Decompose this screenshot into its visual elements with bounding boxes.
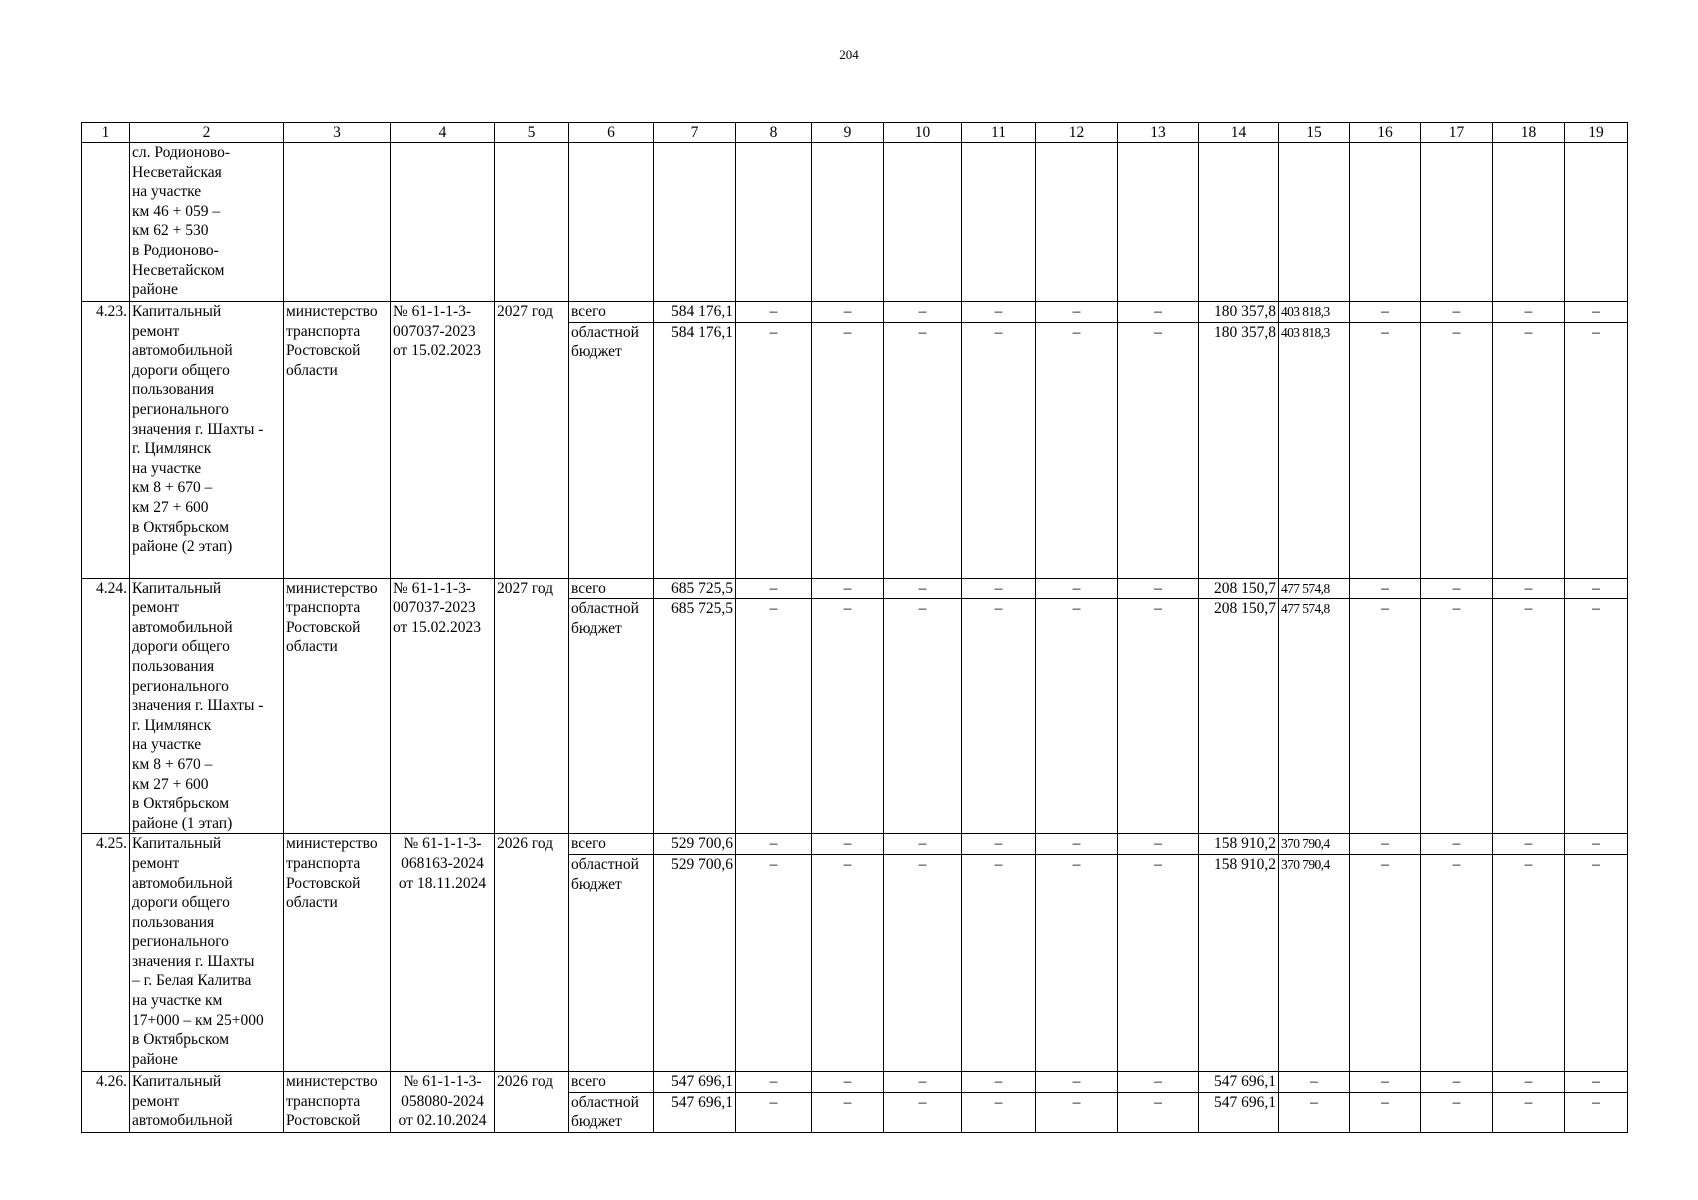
value-cell: – — [1350, 302, 1421, 323]
value-cell: – — [1036, 322, 1118, 578]
value-cell: – — [736, 599, 812, 834]
value-cell: – — [962, 834, 1036, 855]
column-header: 13 — [1118, 123, 1199, 143]
table-cell — [1565, 143, 1628, 302]
row-number: 4.25. — [82, 834, 130, 1072]
table-cell — [569, 143, 654, 302]
value-cell: – — [1118, 854, 1199, 1071]
funding-source-cell: областной бюджет — [569, 1092, 654, 1132]
table-cell — [962, 143, 1036, 302]
value-cell: – — [884, 322, 962, 578]
column-header: 12 — [1036, 123, 1118, 143]
value-cell: – — [1036, 1071, 1118, 1092]
object-name-cell: Капитальный ремонт автомобильной дороги общего пользования регионального значения г. Шахты – г. Белая Калитва на участке км 17+000 – км 25+000 в Октябрьском районе — [130, 834, 284, 1072]
value-cell: – — [1036, 854, 1118, 1071]
value-cell: 477 574,8 — [1279, 578, 1350, 599]
value-cell: – — [1565, 1071, 1628, 1092]
value-cell: – — [1565, 578, 1628, 599]
value-cell: – — [962, 1071, 1036, 1092]
value-cell: – — [1493, 854, 1565, 1071]
funding-source-cell: областной бюджет — [569, 322, 654, 578]
column-header: 5 — [495, 123, 569, 143]
total-cell: 584 176,1 — [654, 302, 736, 323]
column-header: 10 — [884, 123, 962, 143]
value-cell: – — [1036, 834, 1118, 855]
table-row — [82, 834, 1628, 855]
value-cell: 208 150,7 — [1199, 599, 1279, 834]
value-cell: – — [1118, 1071, 1199, 1092]
value-cell: – — [1421, 1071, 1493, 1092]
row-number: 4.23. — [82, 302, 130, 579]
value-cell: – — [812, 599, 884, 834]
column-header: 15 — [1279, 123, 1350, 143]
value-cell: – — [736, 854, 812, 1071]
total-cell: 529 700,6 — [654, 854, 736, 1071]
value-cell: – — [812, 302, 884, 323]
column-header: 4 — [391, 123, 495, 143]
organization-cell: министерство транспорта Ростовской области — [284, 302, 391, 579]
value-cell: – — [812, 1092, 884, 1132]
column-number-row — [82, 123, 1628, 143]
table-cell — [1118, 143, 1199, 302]
column-header: 1 — [82, 123, 130, 143]
value-cell: – — [1350, 834, 1421, 855]
document-cell: № 61-1-1-3- 007037-2023 от 15.02.2023 — [391, 578, 495, 834]
year-cell: 2027 год — [495, 578, 569, 834]
value-cell: – — [736, 1071, 812, 1092]
value-cell: 547 696,1 — [1199, 1092, 1279, 1132]
total-cell: 584 176,1 — [654, 322, 736, 578]
table-cell — [736, 143, 812, 302]
value-cell: – — [736, 322, 812, 578]
value-cell: – — [962, 302, 1036, 323]
continuation-row — [82, 143, 1628, 302]
table-cell — [812, 143, 884, 302]
total-cell: 529 700,6 — [654, 834, 736, 855]
value-cell: – — [962, 578, 1036, 599]
value-cell: 370 790,4 — [1279, 854, 1350, 1071]
year-cell: 2026 год — [495, 834, 569, 1072]
table-cell — [1493, 143, 1565, 302]
value-cell: – — [884, 854, 962, 1071]
value-cell: – — [1565, 322, 1628, 578]
table-cell — [284, 143, 391, 302]
value-cell: – — [1565, 302, 1628, 323]
object-name-cell: Капитальный ремонт автомобильной дороги общего пользования регионального значения г. Шахты - г. Цимлянск на участке км 8 + 670 – км 27 + 600 в Октябрьском районе (2 этап) — [130, 302, 284, 579]
total-cell: 685 725,5 — [654, 599, 736, 834]
column-header: 14 — [1199, 123, 1279, 143]
organization-cell: министерство транспорта Ростовской — [284, 1071, 391, 1132]
value-cell: – — [884, 1071, 962, 1092]
value-cell: – — [962, 322, 1036, 578]
table-cell — [391, 143, 495, 302]
total-cell: 547 696,1 — [654, 1092, 736, 1132]
table-cell — [884, 143, 962, 302]
funding-source-cell: всего — [569, 302, 654, 323]
value-cell: – — [884, 578, 962, 599]
column-header: 3 — [284, 123, 391, 143]
value-cell: 180 357,8 — [1199, 322, 1279, 578]
table-cell — [495, 143, 569, 302]
column-header: 7 — [654, 123, 736, 143]
value-cell: 208 150,7 — [1199, 578, 1279, 599]
value-cell: – — [1421, 599, 1493, 834]
object-name-cell: сл. Родионово- Несветайская на участке км 46 + 059 – км 62 + 530 в Родионово- Несветайском районе — [130, 143, 284, 302]
value-cell: – — [812, 1071, 884, 1092]
table-cell — [1199, 143, 1279, 302]
value-cell: 403 818,3 — [1279, 322, 1350, 578]
value-cell: – — [1421, 854, 1493, 1071]
column-header: 19 — [1565, 123, 1628, 143]
value-cell: – — [1036, 599, 1118, 834]
value-cell: – — [1493, 599, 1565, 834]
value-cell: – — [1118, 578, 1199, 599]
column-header: 18 — [1493, 123, 1565, 143]
funding-source-cell: всего — [569, 1071, 654, 1092]
value-cell: – — [1565, 834, 1628, 855]
organization-cell: министерство транспорта Ростовской области — [284, 578, 391, 834]
value-cell: – — [1565, 1092, 1628, 1132]
object-name-cell: Капитальный ремонт автомобильной дороги общего пользования регионального значения г. Шахты - г. Цимлянск на участке км 8 + 670 – км 27 + 600 в Октябрьском районе (1 этап) — [130, 578, 284, 834]
funding-source-cell: всего — [569, 578, 654, 599]
value-cell: 370 790,4 — [1279, 834, 1350, 855]
value-cell: – — [1036, 1092, 1118, 1132]
value-cell: – — [884, 1092, 962, 1132]
value-cell: – — [1036, 578, 1118, 599]
value-cell: – — [1350, 578, 1421, 599]
table-cell — [82, 143, 130, 302]
value-cell: 158 910,2 — [1199, 834, 1279, 855]
value-cell: – — [1493, 1071, 1565, 1092]
table-cell — [1279, 143, 1350, 302]
column-header: 11 — [962, 123, 1036, 143]
value-cell: – — [1350, 1071, 1421, 1092]
table-row — [82, 1071, 1628, 1092]
column-header: 2 — [130, 123, 284, 143]
value-cell: – — [1118, 302, 1199, 323]
value-cell: – — [1493, 1092, 1565, 1132]
value-cell: – — [1421, 578, 1493, 599]
value-cell: – — [962, 599, 1036, 834]
value-cell: – — [1350, 854, 1421, 1071]
document-cell: № 61-1-1-3- 058080-2024 от 02.10.2024 — [391, 1071, 495, 1132]
value-cell: – — [1565, 854, 1628, 1071]
value-cell: 477 574,8 — [1279, 599, 1350, 834]
value-cell: – — [736, 834, 812, 855]
value-cell: – — [1421, 322, 1493, 578]
year-cell: 2026 год — [495, 1071, 569, 1132]
value-cell: – — [884, 302, 962, 323]
value-cell: – — [1493, 322, 1565, 578]
value-cell: 403 818,3 — [1279, 302, 1350, 323]
value-cell: – — [736, 1092, 812, 1132]
table-cell — [1036, 143, 1118, 302]
value-cell: – — [1279, 1092, 1350, 1132]
value-cell: – — [812, 854, 884, 1071]
value-cell: – — [962, 854, 1036, 1071]
object-name-cell: Капитальный ремонт автомобильной — [130, 1071, 284, 1132]
value-cell: – — [1118, 834, 1199, 855]
organization-cell: министерство транспорта Ростовской области — [284, 834, 391, 1072]
value-cell: 158 910,2 — [1199, 854, 1279, 1071]
total-cell: 685 725,5 — [654, 578, 736, 599]
value-cell: – — [1350, 1092, 1421, 1132]
column-header: 6 — [569, 123, 654, 143]
value-cell: – — [1279, 1071, 1350, 1092]
value-cell: – — [1493, 834, 1565, 855]
table-cell — [1421, 143, 1493, 302]
table-cell — [654, 143, 736, 302]
document-cell: № 61-1-1-3- 068163-2024 от 18.11.2024 — [391, 834, 495, 1072]
row-number: 4.24. — [82, 578, 130, 834]
row-number: 4.26. — [82, 1071, 130, 1132]
column-header: 17 — [1421, 123, 1493, 143]
value-cell: – — [736, 302, 812, 323]
value-cell: – — [1493, 302, 1565, 323]
value-cell: – — [1565, 599, 1628, 834]
value-cell: – — [1350, 599, 1421, 834]
value-cell: – — [884, 599, 962, 834]
table-row — [82, 302, 1628, 323]
value-cell: – — [736, 578, 812, 599]
column-header: 16 — [1350, 123, 1421, 143]
column-header: 8 — [736, 123, 812, 143]
value-cell: – — [1350, 322, 1421, 578]
value-cell: – — [1493, 578, 1565, 599]
document-cell: № 61-1-1-3- 007037-2023 от 15.02.2023 — [391, 302, 495, 579]
table-cell — [1350, 143, 1421, 302]
value-cell: – — [812, 834, 884, 855]
page-number: 204 — [839, 47, 859, 62]
year-cell: 2027 год — [495, 302, 569, 579]
value-cell: – — [884, 834, 962, 855]
total-cell: 547 696,1 — [654, 1071, 736, 1092]
table-row — [82, 578, 1628, 599]
value-cell: 547 696,1 — [1199, 1071, 1279, 1092]
value-cell: 180 357,8 — [1199, 302, 1279, 323]
funding-source-cell: областной бюджет — [569, 599, 654, 834]
value-cell: – — [962, 1092, 1036, 1132]
value-cell: – — [812, 578, 884, 599]
value-cell: – — [1118, 599, 1199, 834]
value-cell: – — [1421, 1092, 1493, 1132]
value-cell: – — [1421, 834, 1493, 855]
funding-source-cell: областной бюджет — [569, 854, 654, 1071]
column-header: 9 — [812, 123, 884, 143]
value-cell: – — [1421, 302, 1493, 323]
value-cell: – — [1118, 322, 1199, 578]
value-cell: – — [1118, 1092, 1199, 1132]
value-cell: – — [812, 322, 884, 578]
budget-table — [81, 122, 1628, 1133]
funding-source-cell: всего — [569, 834, 654, 855]
value-cell: – — [1036, 302, 1118, 323]
